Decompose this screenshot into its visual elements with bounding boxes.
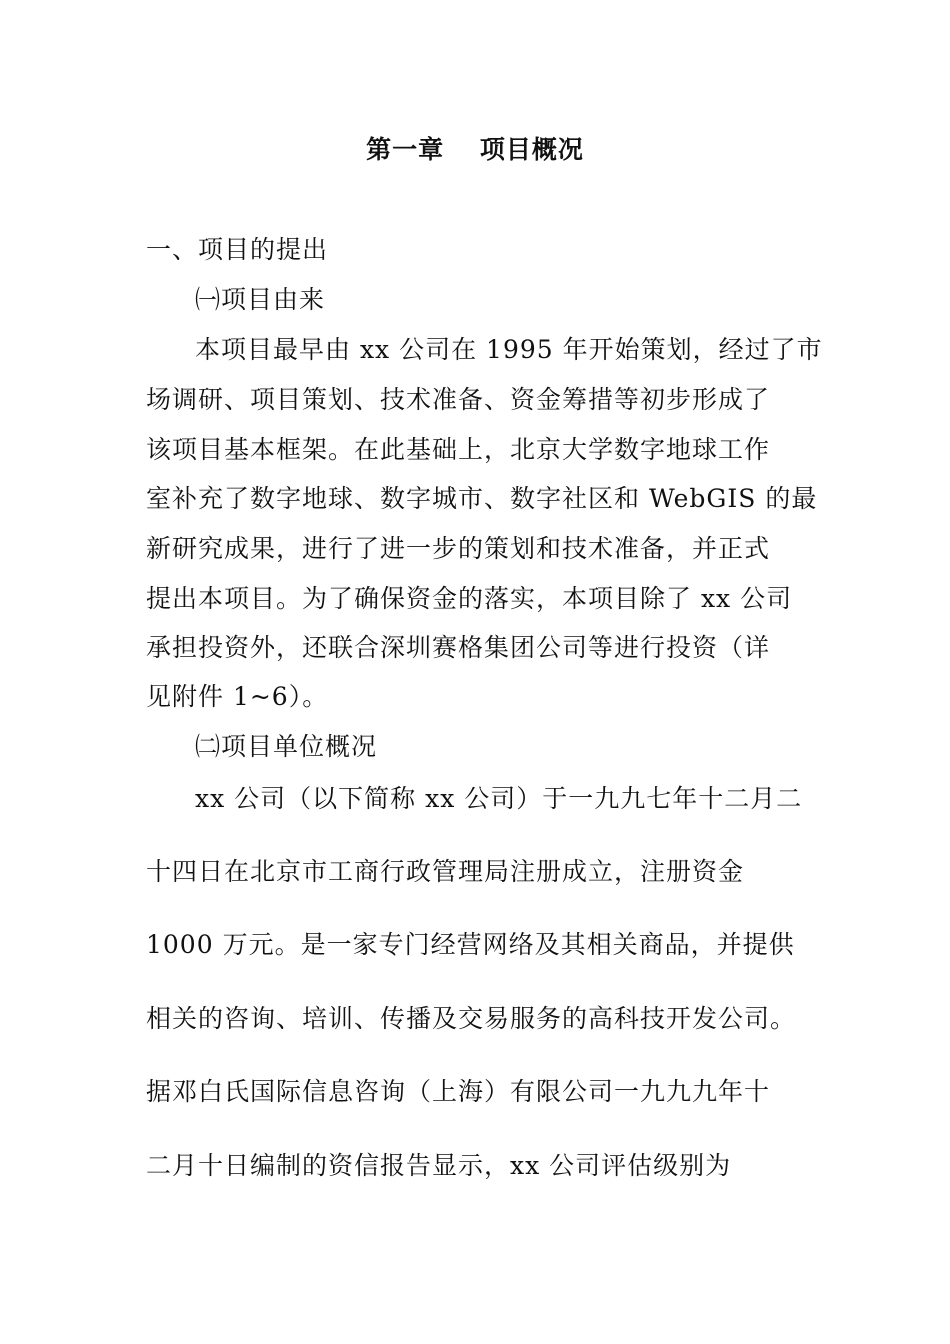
chapter-title: 第一章 项目概况: [366, 135, 584, 164]
paragraph-line: xx 公司（以下简称 xx 公司）于一九九七年十二月二: [195, 784, 803, 813]
paragraph-line: 提出本项目。为了确保资金的落实，本项目除了 xx 公司: [146, 584, 793, 613]
paragraph-line: 相关的咨询、培训、传播及交易服务的高科技开发公司。: [146, 1004, 797, 1033]
section-heading: 一、项目的提出: [146, 235, 329, 264]
paragraph-line: 1000 万元。是一家专门经营网络及其相关商品，并提供: [146, 930, 795, 959]
paragraph-line: 新研究成果，进行了进一步的策划和技术准备，并正式: [146, 534, 771, 563]
paragraph-line: 见附件 1~6）。: [146, 682, 329, 711]
paragraph-line: 该项目基本框架。在此基础上，北京大学数字地球工作: [146, 435, 771, 464]
paragraph-line: 室补充了数字地球、数字城市、数字社区和 WebGIS 的最: [146, 484, 818, 513]
paragraph-line: 十四日在北京市工商行政管理局注册成立，注册资金: [146, 857, 745, 886]
subsection-heading: ㈡项目单位概况: [195, 732, 378, 761]
paragraph-line: 据邓白氏国际信息咨询（上海）有限公司一九九九年十: [146, 1077, 771, 1106]
paragraph-line: 二月十日编制的资信报告显示，xx 公司评估级别为: [146, 1151, 732, 1180]
paragraph-line: 承担投资外，还联合深圳赛格集团公司等进行投资（详: [146, 633, 771, 662]
paragraph-line: 场调研、项目策划、技术准备、资金筹措等初步形成了: [146, 385, 771, 414]
paragraph-line: 本项目最早由 xx 公司在 1995 年开始策划，经过了市: [195, 335, 823, 364]
subsection-heading: ㈠项目由来: [195, 285, 326, 314]
